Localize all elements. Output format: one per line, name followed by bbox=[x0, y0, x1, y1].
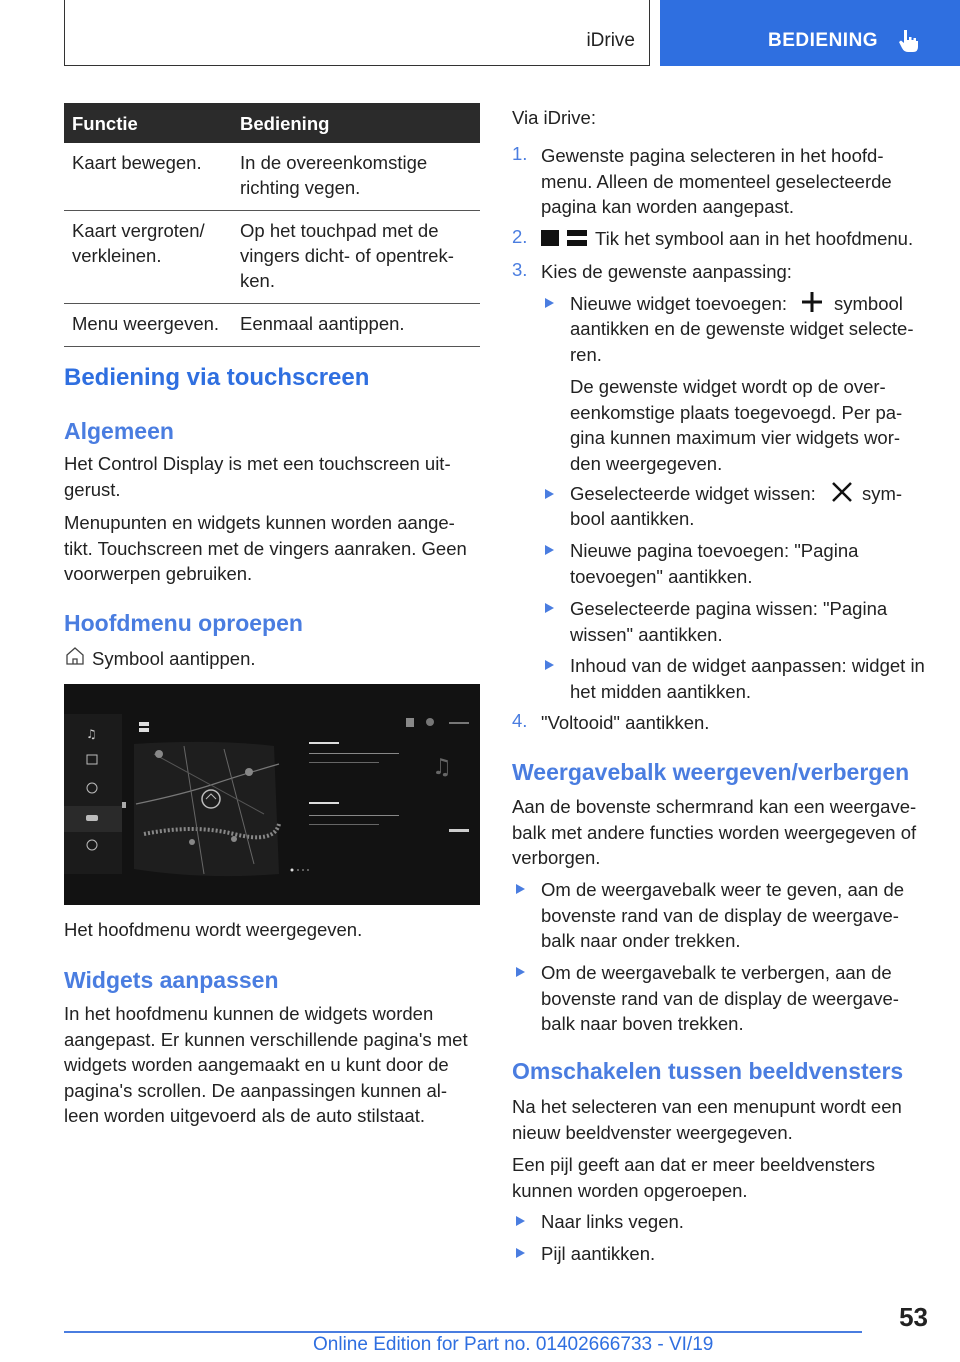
via-idrive-label: Via iDrive: bbox=[512, 107, 596, 128]
header-section-title: iDrive bbox=[586, 30, 635, 51]
sub-item-text: Inhoud van de widget aanpassen: widget in het midden aantikken. bbox=[570, 655, 925, 702]
sub-item-text: Geselecteerde widget wissen: bbox=[570, 483, 816, 504]
subheading-hoofdmenu: Hoofdmenu oproepen bbox=[64, 610, 303, 636]
step-number: 1. bbox=[512, 143, 528, 164]
sub-item-text-cont: sym- bbox=[862, 483, 903, 504]
home-icon bbox=[64, 645, 86, 667]
subheading-algemeen: Algemeen bbox=[64, 418, 174, 444]
table-cell: Kaart vergroten/ verkleinen. bbox=[64, 211, 232, 304]
list-item: Om de weergavebalk weer te geven, aan de bovenste rand van de display de weergave- balk naar onder trekken. bbox=[541, 879, 905, 951]
triangle-bullet-icon bbox=[545, 660, 554, 670]
step-text: Gewenste pagina selecteren in het hoofd- menu. Alleen de momenteel geselecteerde pagina kan worden aangepast. bbox=[541, 145, 892, 217]
svg-text:♫: ♫ bbox=[432, 755, 452, 780]
table-header-cell: Bediening bbox=[232, 103, 480, 143]
triangle-bullet-icon bbox=[545, 545, 554, 555]
function-table-wrap bbox=[64, 103, 480, 347]
sub-item-text-cont: symbool bbox=[834, 293, 903, 314]
header-section-box bbox=[64, 0, 650, 66]
table-cell: Menu weergeven. bbox=[64, 304, 232, 347]
footer-edition: Online Edition for Part no. 01402666733 - VI/19 bbox=[313, 1334, 714, 1355]
subheading-omschakelen: Omschakelen tussen beeldvensters bbox=[512, 1058, 904, 1084]
hand-pointer-icon bbox=[896, 28, 922, 54]
close-icon bbox=[830, 481, 854, 503]
paragraph: Menupunten en widgets kunnen worden aange- tikt. Touchscreen met de vingers aanraken. Geen voorwerpen gebruiken. bbox=[64, 512, 467, 584]
paragraph: Symbool aantippen. bbox=[92, 648, 256, 669]
step-number: 4. bbox=[512, 710, 528, 731]
table-row bbox=[64, 143, 480, 211]
paragraph: Het hoofdmenu wordt weergegeven. bbox=[64, 919, 363, 940]
widget-edit-icon bbox=[541, 228, 589, 248]
section-heading: Bediening via touchscreen bbox=[64, 364, 370, 391]
header-chapter-tab bbox=[660, 0, 960, 66]
paragraph: Na het selecteren van een menupunt wordt een nieuw beeldvenster weergegeven. bbox=[512, 1096, 902, 1143]
step-number: 2. bbox=[512, 226, 528, 247]
triangle-bullet-icon bbox=[545, 298, 554, 308]
table-row bbox=[64, 211, 480, 304]
step-text: "Voltooid" aantikken. bbox=[541, 712, 710, 733]
page-number: 53 bbox=[899, 1302, 928, 1332]
paragraph: In het hoofdmenu kunnen de widgets worden aangepast. Er kunnen verschillende pagina's met widgets worden aangemaakt en u kunt door de pagina's scrollen. De aanpassingen kunnen al- leen worden uitgevoerd als de auto stilstaat. bbox=[64, 1003, 468, 1126]
sub-item-extra: De gewenste widget wordt op de over- eenkomstige plaats toegevoegd. Per pa- gina kunnen maximum vier widgets wor- den weergegeven. bbox=[570, 376, 903, 474]
subheading-weergavebalk: Weergavebalk weergeven/verbergen bbox=[512, 759, 910, 785]
subheading-widgets: Widgets aanpassen bbox=[64, 967, 279, 993]
triangle-bullet-icon bbox=[545, 489, 554, 499]
table-cell: Eenmaal aantippen. bbox=[232, 304, 480, 347]
step-text: Tik het symbool aan in het hoofdmenu. bbox=[595, 228, 914, 249]
main-menu-screenshot bbox=[64, 684, 480, 905]
triangle-bullet-icon bbox=[545, 603, 554, 613]
table-row bbox=[64, 304, 480, 347]
table-cell: Op het touchpad met de vingers dicht- of opentrek- ken. bbox=[232, 211, 480, 304]
table-header-cell: Functie bbox=[64, 103, 232, 143]
sub-item-text: Nieuwe widget toevoegen: bbox=[570, 293, 788, 314]
list-item: Naar links vegen. bbox=[541, 1211, 684, 1232]
footer-divider bbox=[64, 1331, 862, 1333]
sub-item-text: Geselecteerde pagina wissen: "Pagina wissen" aantikken. bbox=[570, 598, 888, 645]
svg-text:♫: ♫ bbox=[86, 727, 97, 741]
list-item: Pijl aantikken. bbox=[541, 1243, 656, 1264]
step-number: 3. bbox=[512, 259, 528, 280]
triangle-bullet-icon bbox=[516, 967, 525, 977]
triangle-bullet-icon bbox=[516, 1216, 525, 1226]
triangle-bullet-icon bbox=[516, 884, 525, 894]
table-cell: In de overeenkomstige richting vegen. bbox=[232, 143, 480, 211]
list-item: Om de weergavebalk te verbergen, aan de bovenste rand van de display de weergave- balk naar boven trekken. bbox=[541, 962, 899, 1034]
sub-item-text: aantikken en de gewenste widget selecte- ren. bbox=[570, 318, 914, 365]
header-chapter-title: BEDIENING bbox=[768, 30, 879, 51]
paragraph: Een pijl geeft aan dat er meer beeldvensters kunnen worden opgeroepen. bbox=[512, 1154, 876, 1201]
table-header-row bbox=[64, 103, 480, 143]
sub-item-text: bool aantikken. bbox=[570, 508, 695, 529]
table-cell: Kaart bewegen. bbox=[64, 143, 232, 211]
plus-icon bbox=[800, 291, 824, 313]
function-table bbox=[64, 103, 480, 347]
paragraph: Het Control Display is met een touchscreen uit- gerust. bbox=[64, 453, 451, 500]
step-text: Kies de gewenste aanpassing: bbox=[541, 261, 792, 282]
sub-item-text: Nieuwe pagina toevoegen: "Pagina toevoegen" aantikken. bbox=[570, 540, 859, 587]
triangle-bullet-icon bbox=[516, 1248, 525, 1258]
paragraph: Aan de bovenste schermrand kan een weergave- balk met andere functies worden weergegeven of verborgen. bbox=[512, 796, 917, 868]
